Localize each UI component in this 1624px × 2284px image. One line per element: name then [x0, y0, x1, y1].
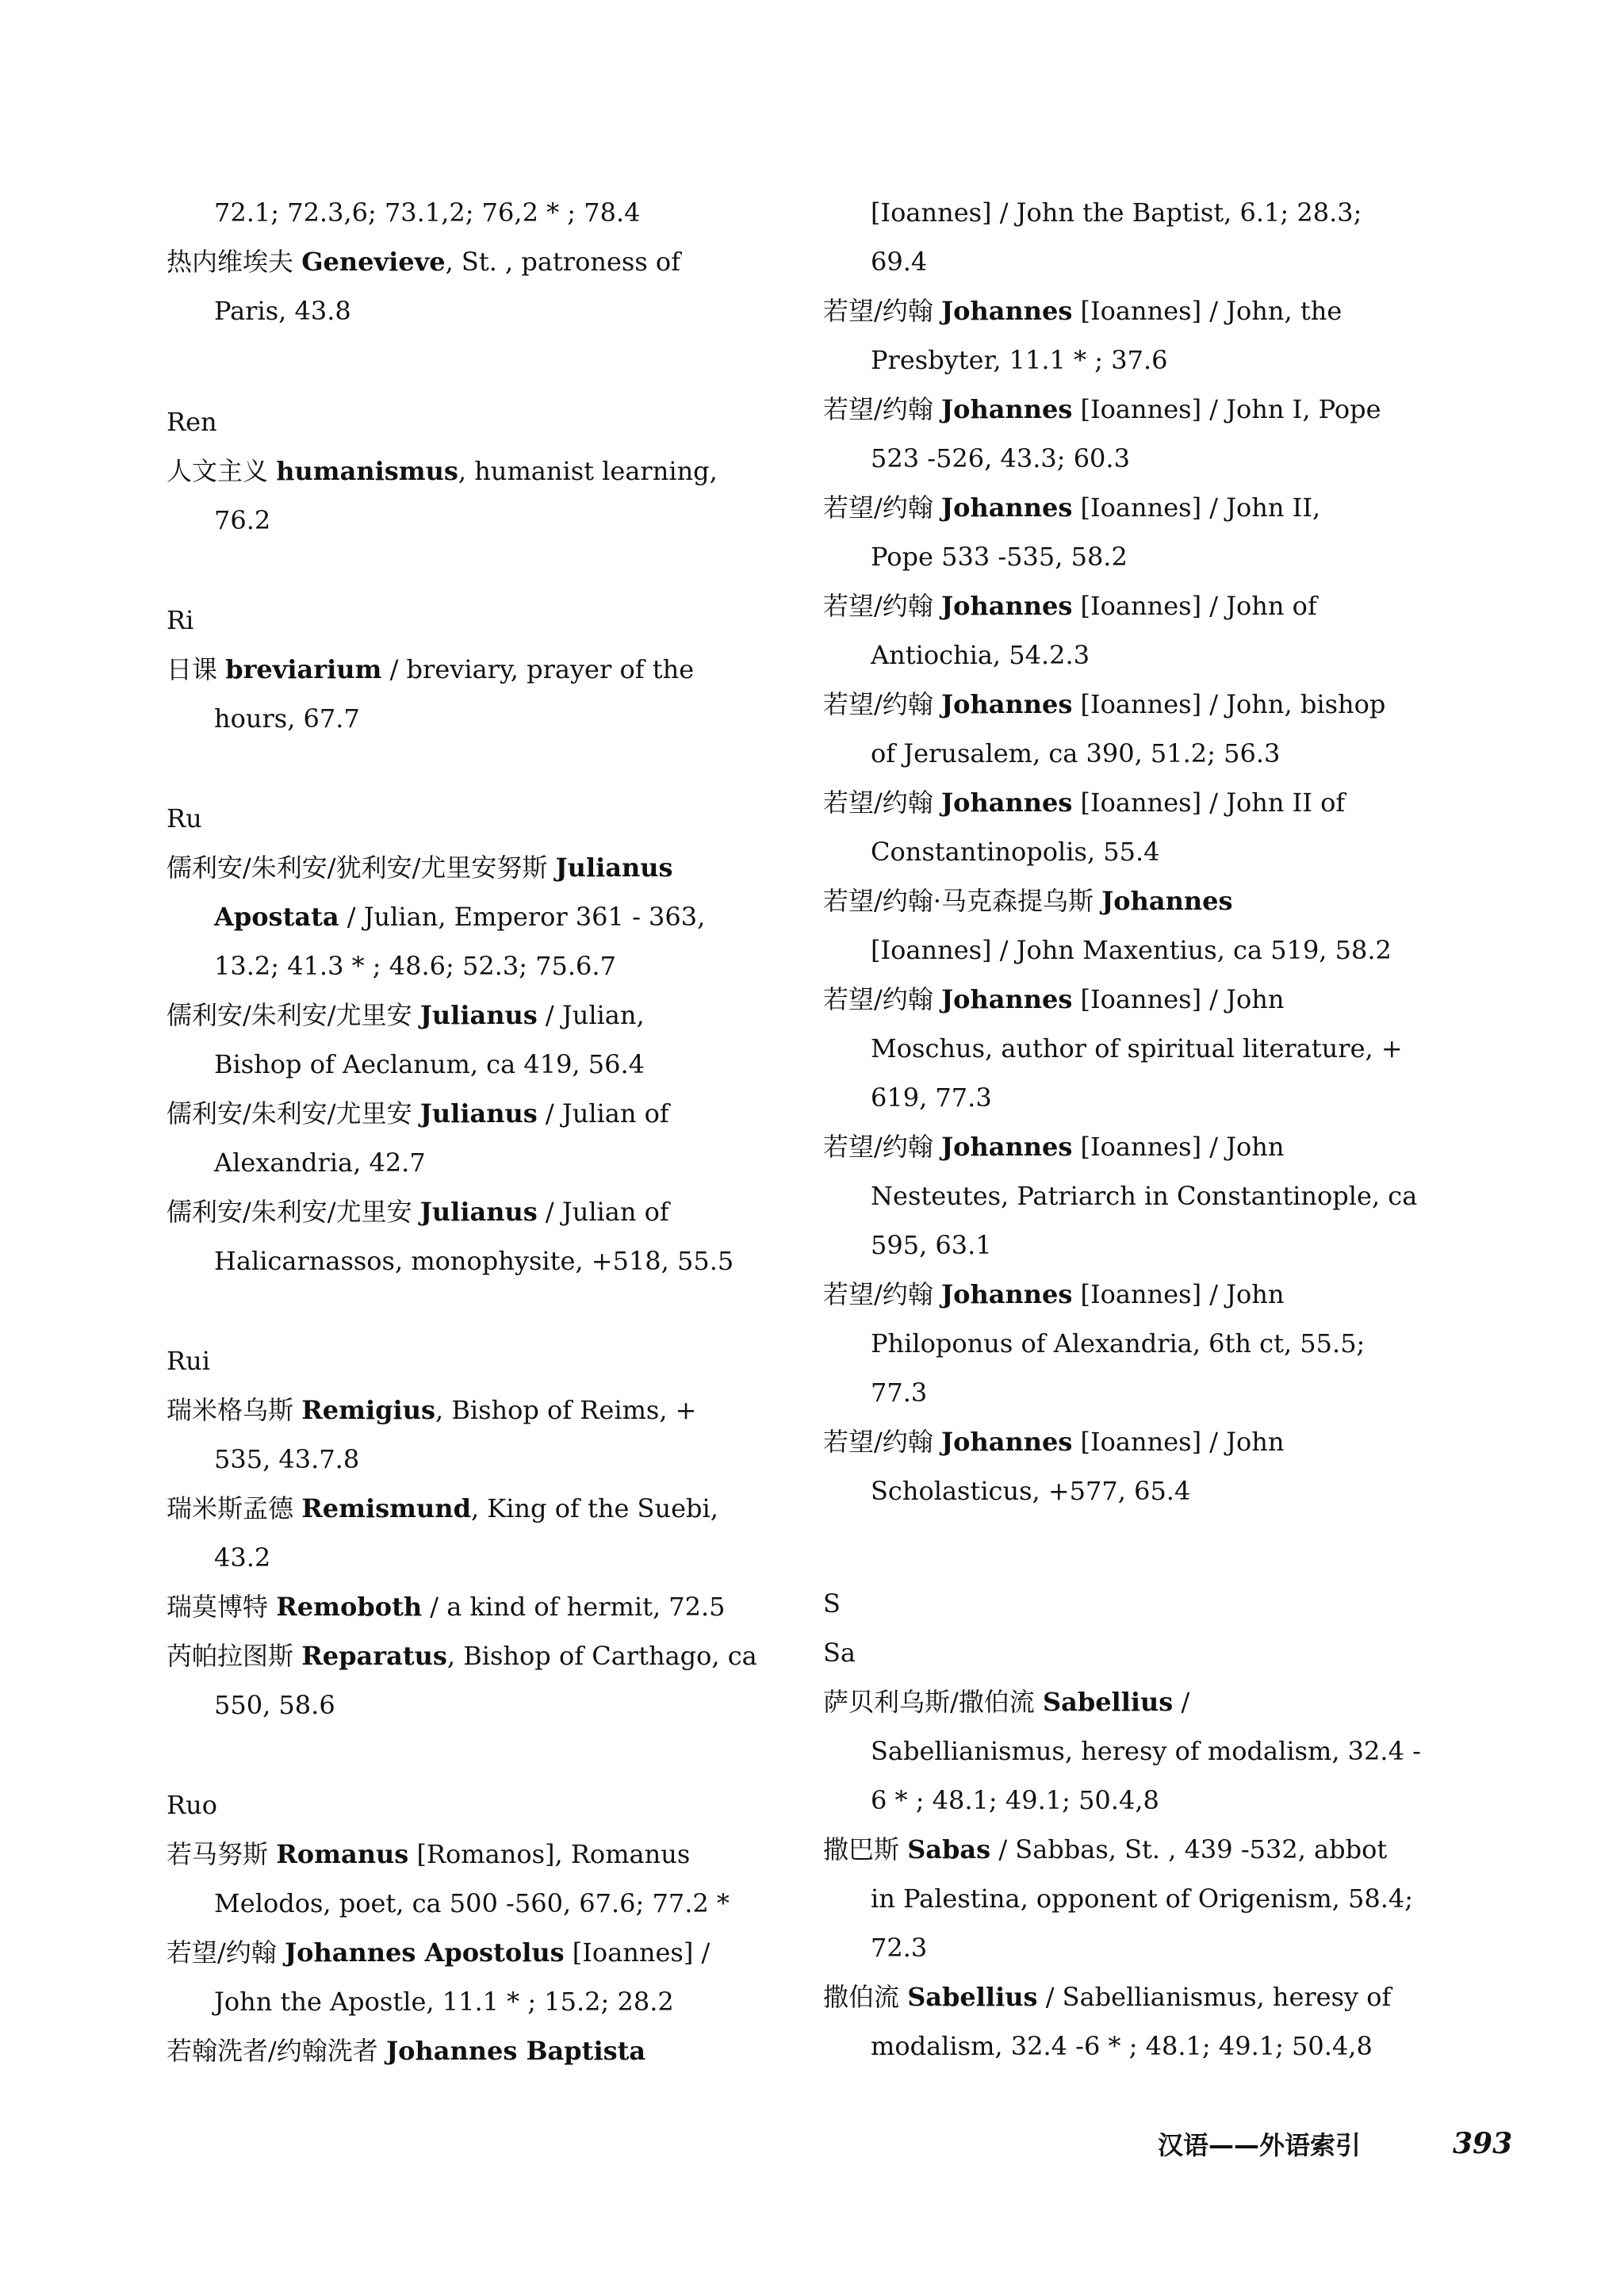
index-entry-line — [167, 1493, 718, 1524]
index-entry-line — [823, 1131, 1285, 1163]
index-entry-continuation — [214, 950, 616, 982]
entry-text: / Julian, — [537, 1000, 645, 1030]
entry-text: 若望/约翰 — [823, 492, 941, 523]
index-entry-continuation — [214, 1147, 426, 1178]
entry-text: Bishop of Aeclanum, ca 419, 56.4 — [214, 1049, 645, 1079]
index-letter-heading — [167, 406, 217, 438]
entry-text: Ri — [167, 605, 194, 635]
index-entry-continuation — [214, 1986, 674, 2018]
entry-text: Halicarnassos, monophysite, +518, 55.5 — [214, 1246, 734, 1276]
entry-text: 芮帕拉图斯 — [167, 1641, 302, 1671]
index-entry-line — [167, 1591, 726, 1623]
entry-text: Pope 533 -535, 58.2 — [871, 542, 1128, 572]
entry-text: [Ioannes] / John — [1072, 1427, 1285, 1457]
headword: Johannes — [940, 492, 1073, 523]
page-number: 393 — [1453, 2127, 1513, 2160]
index-entry-continuation — [871, 443, 1130, 474]
headword: Johannes — [940, 296, 1073, 326]
index-entry-continuation — [871, 1735, 1421, 1767]
entry-text: 6 * ; 48.1; 49.1; 50.4,8 — [871, 1785, 1159, 1815]
entry-text: 76.2 — [214, 505, 271, 535]
index-entry-continuation — [871, 1883, 1413, 1914]
headword: Julianus — [419, 1197, 538, 1227]
index-entry-continuation — [871, 1229, 992, 1261]
entry-text: 若翰洗者/约翰洗者 — [167, 2036, 386, 2066]
index-entry-line — [167, 455, 718, 487]
index-entry-continuation — [871, 639, 1090, 671]
entry-text: [Ioannes] / John II of — [1072, 788, 1346, 818]
entry-text: 儒利安/朱利安/犹利安/尤里安努斯 — [167, 853, 556, 883]
entry-text: 瑞莫博特 — [167, 1592, 277, 1622]
entry-text: 523 -526, 43.3; 60.3 — [871, 443, 1130, 473]
index-entry-line — [823, 787, 1345, 818]
headword: Johannes — [940, 1279, 1073, 1309]
headword: Julianus — [419, 1098, 538, 1129]
entry-text: [Ioannes] / John, bishop — [1072, 689, 1386, 719]
entry-text: 儒利安/朱利安/尤里安 — [167, 1197, 420, 1227]
entry-text: / Julian of — [537, 1197, 669, 1227]
entry-text: , King of the Suebi, — [470, 1493, 718, 1523]
index-entry-line — [167, 852, 673, 883]
headword: Apostata — [214, 902, 339, 932]
entry-text: / Julian, Emperor 361 - 363, — [339, 902, 706, 932]
index-entry-line — [823, 393, 1381, 425]
headword: Remismund — [301, 1493, 471, 1523]
headword: Johannes Apostolus — [284, 1937, 565, 1968]
index-entry-line — [823, 295, 1342, 327]
entry-text: [Romanos], Romanus — [408, 1839, 691, 1869]
index-entry-line — [167, 653, 694, 685]
headword: Sabas — [907, 1834, 991, 1864]
entry-text: Sabellianismus, heresy of modalism, 32.4 - — [871, 1736, 1421, 1766]
entry-text: [Ioannes] / John the Baptist, 6.1; 28.3; — [871, 197, 1362, 228]
headword: Johannes — [1101, 886, 1233, 916]
entry-text: [Ioannes] / John, the — [1072, 296, 1342, 326]
index-entry-line — [167, 1196, 669, 1228]
entry-text: [Ioannes] / John I, Pope — [1072, 394, 1381, 424]
entry-text: Paris, 43.8 — [214, 296, 351, 326]
entry-text: / Sabellianismus, heresy of — [1037, 1982, 1392, 2012]
index-entry-line — [823, 1981, 1391, 2013]
entry-text: Ru — [167, 803, 202, 834]
index-entry-continuation — [871, 2030, 1373, 2062]
entry-text: , humanist learning, — [458, 456, 718, 486]
entry-text: / Julian of — [537, 1098, 669, 1129]
headword: Romanus — [276, 1839, 409, 1869]
entry-text: [Ioannes] / — [564, 1937, 710, 1968]
headword: Johannes — [940, 394, 1073, 424]
entry-text: 535, 43.7.8 — [214, 1444, 360, 1474]
index-entry-continuation — [214, 1048, 645, 1080]
entry-text: Ren — [167, 407, 217, 437]
entry-text: modalism, 32.4 -6 * ; 48.1; 49.1; 50.4,8 — [871, 2031, 1373, 2061]
index-entry-continuation — [214, 295, 351, 327]
index-entry-line — [823, 1426, 1285, 1458]
entry-text: Constantinopolis, 55.4 — [871, 837, 1160, 867]
headword: Remoboth — [276, 1592, 423, 1622]
entry-text: 若望/约翰 — [823, 591, 941, 621]
entry-text: 萨贝利乌斯/撒伯流 — [823, 1687, 1043, 1717]
headword: Genevieve — [301, 247, 446, 277]
index-entry-line — [823, 983, 1285, 1015]
index-entry-line — [167, 999, 645, 1031]
index-entry-continuation — [871, 934, 1392, 966]
index-entry-continuation — [871, 738, 1280, 769]
entry-text: / — [1173, 1687, 1190, 1717]
index-entry-continuation — [214, 1542, 270, 1573]
index-entry-continuation — [214, 1689, 335, 1721]
entry-text: , St. , patroness of — [445, 247, 681, 277]
running-footer-title: 汉语——外语索引 — [1158, 2130, 1362, 2160]
index-letter-heading — [823, 1637, 856, 1669]
entry-text: [Ioannes] / John — [1072, 1279, 1285, 1309]
entry-text: [Ioannes] / John of — [1072, 591, 1317, 621]
entry-text: John the Apostle, 11.1 * ; 15.2; 28.2 — [214, 1987, 674, 2017]
index-entry-line — [167, 1394, 696, 1426]
headword: Sabellius — [1042, 1687, 1174, 1717]
headword: Remigius — [301, 1395, 435, 1425]
index-entry-continuation — [871, 344, 1167, 376]
entry-text: , Bishop of Carthago, ca — [446, 1641, 757, 1671]
entry-text: 若望/约翰 — [823, 1279, 941, 1309]
index-entry-continuation — [871, 1377, 927, 1408]
headword: Johannes — [940, 984, 1073, 1014]
entry-text: Alexandria, 42.7 — [214, 1148, 426, 1178]
entry-text: 69.4 — [871, 247, 928, 277]
entry-text: / a kind of hermit, 72.5 — [422, 1592, 726, 1622]
entry-text: 43.2 — [214, 1542, 271, 1573]
index-entry-continuation — [871, 1328, 1365, 1359]
index-letter-heading — [167, 604, 193, 636]
entry-text: of Jerusalem, ca 390, 51.2; 56.3 — [871, 738, 1281, 768]
entry-text: 人文主义 — [167, 456, 277, 486]
entry-text: 若望/约翰·马克森提乌斯 — [823, 886, 1102, 916]
index-entry-continuation — [871, 246, 927, 278]
index-entry-continuation — [214, 703, 360, 734]
entry-text: Rui — [167, 1346, 210, 1376]
index-entry-continuation — [871, 1932, 927, 1964]
entry-text: 若望/约翰 — [167, 1937, 285, 1968]
headword: breviarium — [225, 654, 382, 684]
entry-text: 595, 63.1 — [871, 1230, 992, 1260]
entry-text: 若望/约翰 — [823, 296, 941, 326]
entry-text: Moschus, author of spiritual literature, + — [871, 1033, 1403, 1063]
headword: Johannes Baptista — [385, 2036, 646, 2066]
entry-text: 若望/约翰 — [823, 1132, 941, 1162]
entry-text: , Bishop of Reims, + — [435, 1395, 697, 1425]
index-entry-continuation — [214, 1887, 730, 1919]
entry-text: in Palestina, opponent of Origenism, 58.4; — [871, 1884, 1414, 1914]
entry-text: 撒伯流 — [823, 1982, 908, 2012]
entry-text: 550, 58.6 — [214, 1690, 335, 1720]
entry-text: Ruo — [167, 1790, 217, 1820]
headword: Johannes — [940, 1427, 1073, 1457]
entry-text: 13.2; 41.3 * ; 48.6; 52.3; 75.6.7 — [214, 951, 616, 981]
index-entry-continuation — [871, 836, 1160, 868]
index-letter-heading — [167, 1789, 217, 1821]
headword: humanismus — [276, 456, 458, 486]
entry-text: 若望/约翰 — [823, 984, 941, 1014]
entry-text: [Ioannes] / John II, — [1072, 492, 1321, 523]
index-letter-heading — [167, 1345, 210, 1377]
index-entry-line — [167, 1838, 690, 1870]
entry-text: [Ioannes] / John — [1072, 984, 1285, 1014]
entry-text: 若望/约翰 — [823, 788, 941, 818]
entry-text: 若望/约翰 — [823, 689, 941, 719]
index-entry-continuation — [871, 1784, 1159, 1816]
entry-text: 72.3 — [871, 1933, 928, 1963]
entry-text: 瑞米格乌斯 — [167, 1395, 302, 1425]
headword: Julianus — [555, 853, 673, 883]
entry-text: 若望/约翰 — [823, 394, 941, 424]
entry-text: [Ioannes] / John — [1072, 1132, 1285, 1162]
entry-text: / breviary, prayer of the — [381, 654, 695, 684]
index-entry-line — [167, 1640, 757, 1672]
entry-text: 若马努斯 — [167, 1839, 277, 1869]
entry-text: 若望/约翰 — [823, 1427, 941, 1457]
entry-text: 儒利安/朱利安/尤里安 — [167, 1098, 420, 1129]
entry-text: 撒巴斯 — [823, 1834, 908, 1864]
entry-text: 日课 — [167, 654, 226, 684]
index-entry-continuation — [871, 1475, 1190, 1507]
index-entry-continuation — [214, 504, 270, 536]
index-entry-continuation — [871, 1082, 992, 1113]
index-entry-line — [823, 1686, 1189, 1718]
headword: Johannes — [940, 591, 1073, 621]
entry-text: [Ioannes] / John Maxentius, ca 519, 58.2 — [871, 935, 1392, 965]
entry-text: 77.3 — [871, 1378, 928, 1408]
headword: Julianus — [419, 1000, 538, 1030]
headword: Johannes — [940, 788, 1073, 818]
index-entry-line — [823, 590, 1317, 622]
entry-text: / Sabbas, St. , 439 -532, abbot — [990, 1834, 1388, 1864]
entry-text: Presbyter, 11.1 * ; 37.6 — [871, 345, 1168, 375]
index-entry-line — [823, 492, 1320, 523]
index-entry-line — [167, 2035, 645, 2067]
headword: Sabellius — [907, 1982, 1038, 2012]
index-letter-heading — [167, 803, 202, 834]
index-entry-line — [823, 885, 1233, 917]
entry-text: hours, 67.7 — [214, 703, 360, 734]
index-entry-line — [167, 1098, 669, 1129]
index-entry-line — [823, 1278, 1285, 1310]
index-entry-continuation — [214, 1245, 733, 1277]
index-entry-continuation — [214, 197, 640, 228]
index-entry-line — [823, 1834, 1387, 1865]
entry-text: 瑞米斯孟德 — [167, 1493, 302, 1523]
entry-text: Philoponus of Alexandria, 6th ct, 55.5; — [871, 1328, 1365, 1359]
headword: Johannes — [940, 1132, 1073, 1162]
entry-text: Scholasticus, +577, 65.4 — [871, 1476, 1191, 1506]
index-entry-continuation — [214, 901, 705, 933]
index-entry-line — [167, 1937, 710, 1968]
headword: Johannes — [940, 689, 1073, 719]
index-entry-line — [823, 688, 1385, 720]
entry-text: Melodos, poet, ca 500 -560, 67.6; 77.2 * — [214, 1888, 730, 1918]
index-entry-continuation — [871, 1180, 1417, 1212]
entry-text: Nesteutes, Patriarch in Constantinople, ca — [871, 1181, 1418, 1211]
entry-text: Antiochia, 54.2.3 — [871, 640, 1090, 670]
index-entry-continuation — [871, 541, 1128, 573]
entry-text: 热内维埃夫 — [167, 247, 302, 277]
index-entry-continuation — [871, 197, 1362, 228]
entry-text: 619, 77.3 — [871, 1083, 992, 1113]
entry-text: Sa — [823, 1638, 856, 1668]
entry-text: 72.1; 72.3,6; 73.1,2; 76,2 * ; 78.4 — [214, 197, 641, 228]
index-entry-continuation — [871, 1033, 1403, 1064]
headword: Reparatus — [301, 1641, 447, 1671]
index-entry-line — [167, 246, 680, 278]
index-letter-heading — [823, 1588, 841, 1619]
entry-text: 儒利安/朱利安/尤里安 — [167, 1000, 420, 1030]
entry-text: S — [823, 1588, 841, 1619]
index-entry-continuation — [214, 1443, 359, 1475]
